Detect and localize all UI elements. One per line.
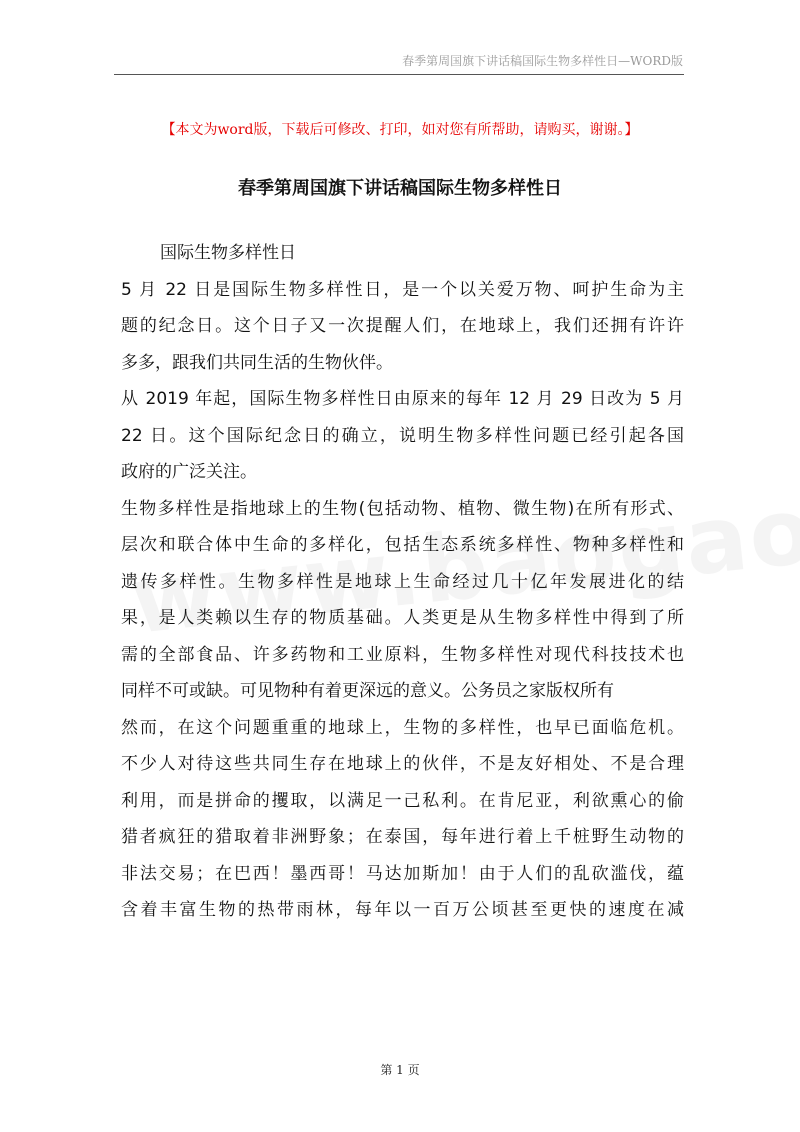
body-line: 同样不可或缺。可见物种有着更深远的意义。公务员之家版权所有 — [121, 681, 614, 701]
body-line: 含着丰富生物的热带雨林，每年以一百万公顷甚至更快的速度在减 — [121, 900, 684, 920]
body-line: 需的全部食品、许多药物和工业原料，生物多样性对现代科技技术也 — [121, 644, 684, 665]
body-line: 政府的广泛关注。 — [121, 462, 257, 482]
page-number: 第 1 页 — [380, 1063, 420, 1077]
document-body — [121, 235, 684, 929]
body-line: 从 2019 年起，国际生物多样性日由原来的每年 12 月 29 日改为 5 月 — [121, 389, 684, 409]
section-heading: 国际生物多样性日 — [160, 243, 296, 263]
purchase-notice: 【本文为word版，下载后可修改、打印，如对您有所帮助，请购买，谢谢。】 — [161, 122, 639, 138]
body-line: 猎者疯狂的猎取着非洲野象；在泰国，每年进行着上千桩野生动物的 — [121, 827, 684, 847]
body-line: 果，是人类赖以生存的物质基础。人类更是从生物多样性中得到了所 — [121, 608, 684, 628]
body-line: 5 月 22 日是国际生物多样性日，是一个以关爱万物、呵护生命为主 — [121, 279, 684, 300]
body-line: 遗传多样性。生物多样性是地球上生命经过几十亿年发展进化的结 — [121, 571, 684, 592]
document-title: 春季第周国旗下讲话稿国际生物多样性日 — [238, 178, 562, 199]
body-line: 不少人对待这些共同生存在地球上的伙伴，不是友好相处、不是合理 — [121, 754, 684, 774]
body-line: 非法交易；在巴西！墨西哥！马达加斯加！由于人们的乱砍滥伐，蕴 — [121, 863, 684, 884]
body-line: 22 日。这个国际纪念日的确立，说明生物多样性问题已经引起各国 — [121, 425, 684, 446]
running-header: 春季第周国旗下讲话稿国际生物多样性日—WORD版 — [402, 54, 683, 68]
body-line: 利用，而是拼命的攫取，以满足一己私利。在肯尼亚，利欲熏心的偷 — [121, 790, 684, 811]
body-line: 然而，在这个问题重重的地球上，生物的多样性，也早已面临危机。 — [121, 717, 684, 738]
body-line: 生物多样性是指地球上的生物(包括动物、植物、微生物)在所有形式、 — [121, 498, 684, 519]
body-line: 多多，跟我们共同生活的生物伙伴。 — [121, 352, 393, 373]
body-line: 题的纪念日。这个日子又一次提醒人们，在地球上，我们还拥有许许 — [121, 316, 684, 336]
header-divider — [114, 74, 684, 75]
body-line: 层次和联合体中生命的多样化，包括生态系统多样性、物种多样性和 — [121, 535, 684, 555]
